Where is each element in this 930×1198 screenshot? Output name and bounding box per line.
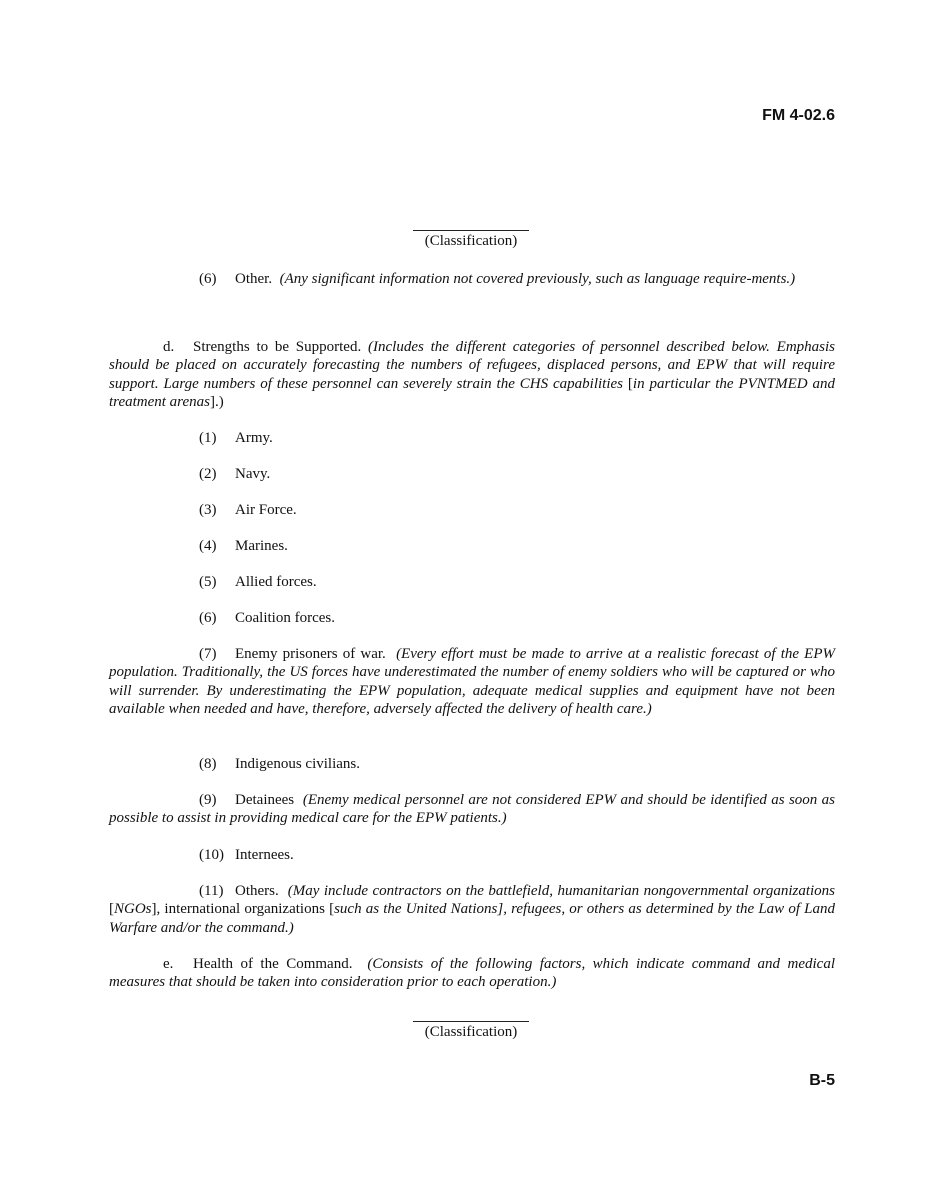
item-label: Indigenous civilians. [235,756,360,772]
bracket: [ [329,901,335,918]
list-item [199,501,297,519]
list-item [199,846,294,864]
paragraph-label: Health of the Command. [193,956,353,972]
item-label: Marines. [235,538,288,554]
classification-marking-bottom [410,1021,532,1041]
classification-rule [413,230,529,231]
paragraph-label: Other. [235,271,273,287]
list-item [199,429,273,447]
item-number: (2) [199,466,217,482]
item-number: (1) [199,430,217,446]
list-item [199,755,360,773]
bracket: ].) [209,394,224,411]
item-number: (8) [199,756,217,772]
paragraph-note: NGOs [114,901,152,918]
paragraph-label: Others. [235,883,279,899]
bracket: [ [627,375,633,392]
item-number: (6) [199,610,217,626]
document-id: FM 4-02.6 [762,107,835,124]
item-label: Allied forces. [235,574,317,590]
paragraph-note: (Every effort must be made to arrive at a realistic forecast of the EPW population. Traditionally, the US forces have underestimated the number of enemy soldiers who will be captured or who will surrender. By underestimating the EPW population, adequate medical supplies and equipment have not been available when needed and have, therefore, adversely affected the delivery of health care.) [109,646,835,718]
paragraph-label: Detainees [235,792,295,808]
item-label: Coalition forces. [235,610,335,626]
item-number: (5) [199,574,217,590]
item-label: Internees. [235,847,294,863]
paragraph-detainees [109,791,835,828]
paragraph-other [109,270,835,288]
item-number: (3) [199,502,217,518]
paragraph-note: (May include contractors on the battlefield, humanitarian nongovernmental organizations [287,883,836,899]
paragraph-health-of-the-command [109,955,835,992]
paragraph-enemy-prisoners-of-war [109,645,835,719]
paragraph-note: (Consists of the following factors, which indicate command and medical measures that should be taken into consideration prior to each operation.) [109,956,836,991]
classification-label: (Classification) [424,233,518,249]
classification-label: (Classification) [424,1024,518,1040]
paragraph-number: e. [163,956,174,972]
paragraph-label: Enemy prisoners of war. [235,646,386,662]
paragraph-number: (9) [199,792,217,808]
paragraph-note: in particular the PVNTMED and treatment arenas [109,375,836,411]
classification-marking-top [410,230,532,250]
list-item [199,465,270,483]
paragraph-note: ], refugees, or others as determined by the Law of Land Warfare and/or the command.) [109,901,835,936]
list-item [199,609,335,627]
bracket: ], international organizations [151,901,330,918]
list-item [199,537,288,555]
item-number: (4) [199,538,217,554]
paragraph-note: (Enemy medical personnel are not considered EPW and should be identified as soon as possible to assist in providing medical care for the EPW patients.) [109,792,835,827]
paragraph-number: (11) [199,883,224,899]
item-label: Navy. [235,466,271,482]
paragraph-note: (Includes the different categories of personnel described below. Emphasis should be placed on accurately forecasting the numbers of refugees, displaced persons, and EPW that will require support. Large numbers of these personnel can severely strain the CHS capabilities [109,339,835,392]
paragraph-note: (Any significant information not covered previously, such as language require-ments.) [279,271,796,287]
paragraph-others [109,882,835,937]
paragraph-number: (7) [199,646,217,662]
page-number: B-5 [809,1072,835,1089]
paragraph-note: such as the United Nations [334,901,498,918]
paragraph-number: (6) [199,271,217,287]
item-label: Air Force. [235,502,297,518]
list-item [199,573,317,591]
paragraph-strengths-to-be-supported [109,338,835,412]
bracket: [ [109,901,114,918]
item-number: (10) [199,847,224,863]
classification-rule [413,1021,529,1022]
paragraph-number: d. [163,339,175,355]
paragraph-label: Strengths to be Supported. [193,339,362,355]
item-label: Army. [235,430,273,446]
